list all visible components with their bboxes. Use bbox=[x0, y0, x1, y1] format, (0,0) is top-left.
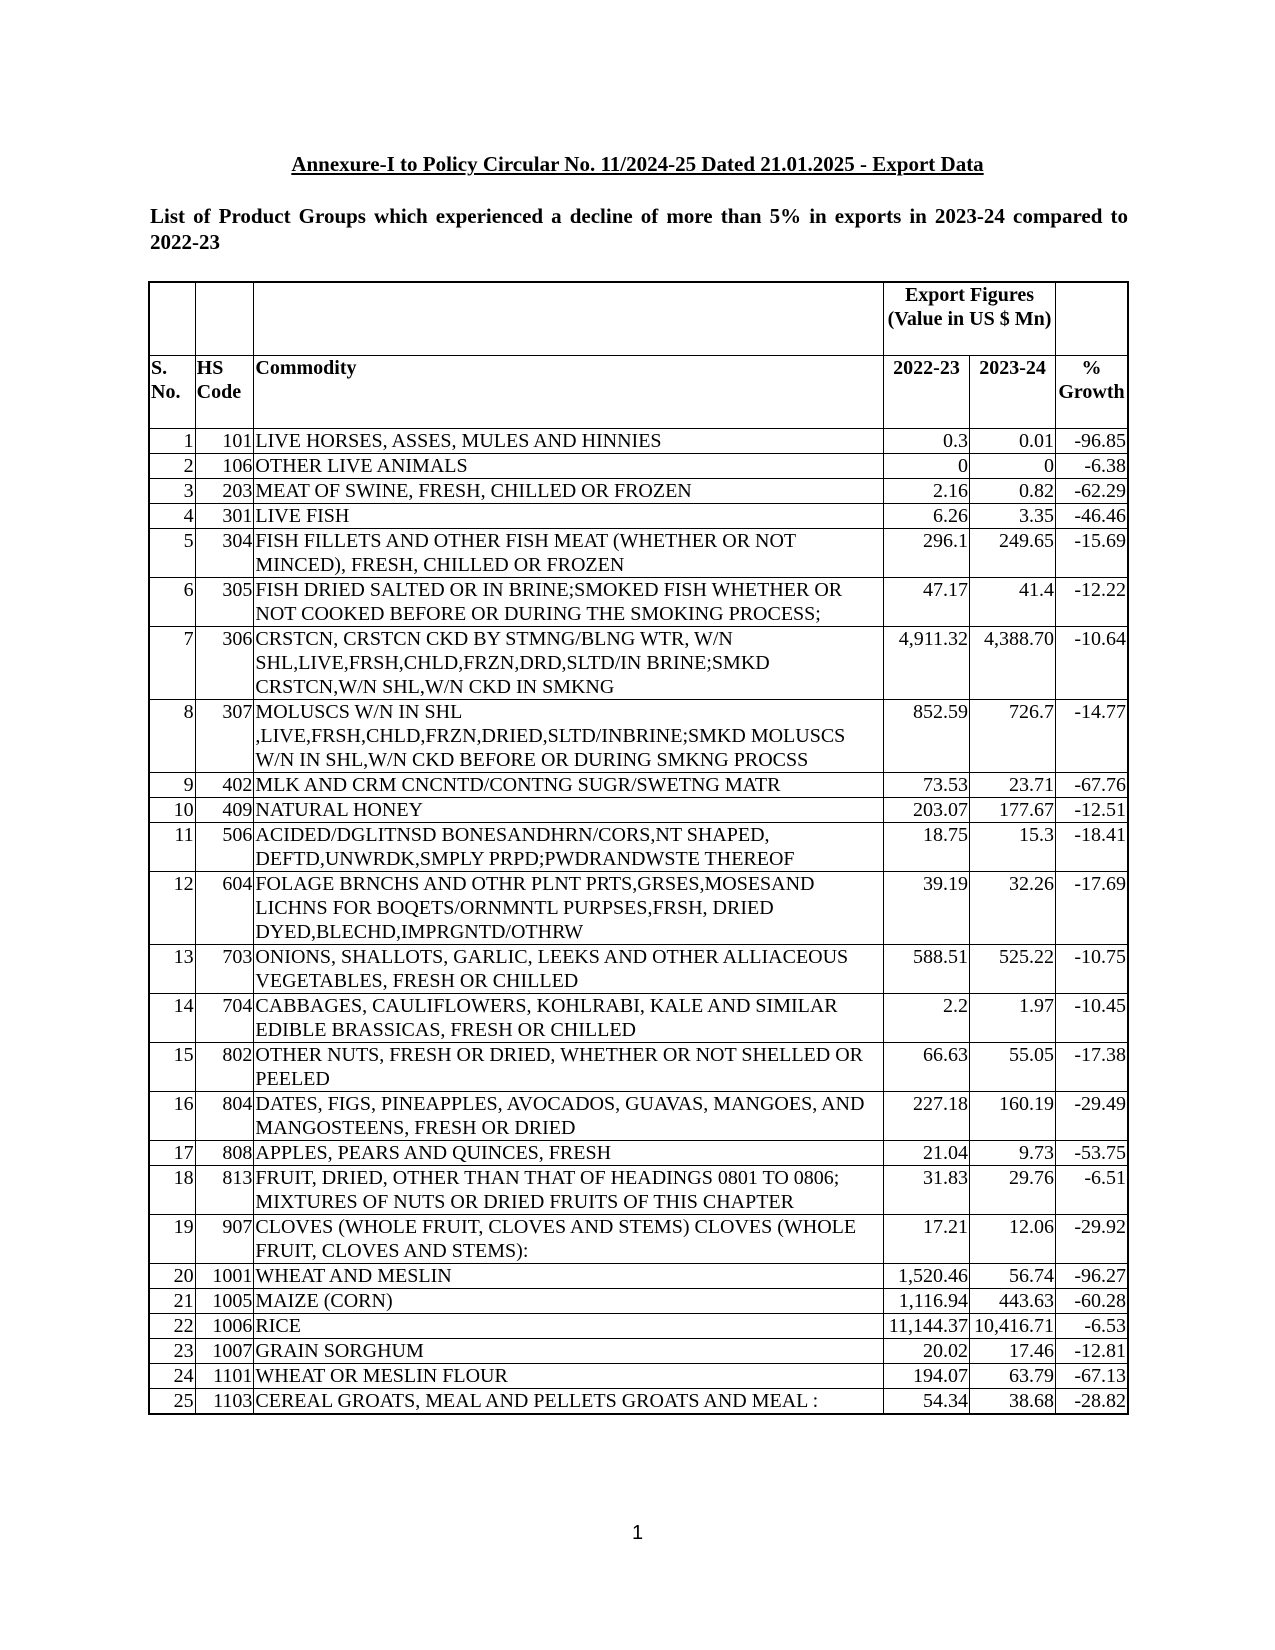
cell-value-2022-23: 54.34 bbox=[883, 1389, 969, 1415]
cell-commodity: FOLAGE BRNCHS AND OTHR PLNT PRTS,GRSES,MOSESAND LICHNS FOR BOQETS/ORNMNTL PURPSES,FRSH, DRIED DYED,BLECHD,IMPRGNTD/OTHRW bbox=[254, 872, 884, 945]
cell-sno: 13 bbox=[149, 945, 195, 994]
cell-growth: -6.38 bbox=[1056, 454, 1128, 479]
cell-value-2022-23: 4,911.32 bbox=[883, 627, 969, 700]
cell-value-2023-24: 0.82 bbox=[970, 479, 1056, 504]
table-row bbox=[149, 1043, 1128, 1092]
table-row bbox=[149, 945, 1128, 994]
cell-value-2023-24: 525.22 bbox=[970, 945, 1056, 994]
cell-value-2022-23: 1,116.94 bbox=[883, 1289, 969, 1314]
cell-value-2022-23: 21.04 bbox=[883, 1141, 969, 1166]
cell-value-2023-24: 56.74 bbox=[970, 1264, 1056, 1289]
cell-commodity: OTHER LIVE ANIMALS bbox=[254, 454, 884, 479]
cell-value-2023-24: 38.68 bbox=[970, 1389, 1056, 1415]
table-row bbox=[149, 798, 1128, 823]
cell-growth: -6.53 bbox=[1056, 1314, 1128, 1339]
cell-value-2023-24: 32.26 bbox=[970, 872, 1056, 945]
cell-commodity: WHEAT AND MESLIN bbox=[254, 1264, 884, 1289]
cell-hs-code: 1007 bbox=[195, 1339, 254, 1364]
cell-value-2023-24: 0.01 bbox=[970, 429, 1056, 454]
cell-growth: -12.51 bbox=[1056, 798, 1128, 823]
table-row bbox=[149, 1264, 1128, 1289]
cell-hs-code: 304 bbox=[195, 529, 254, 578]
document-title bbox=[0, 152, 1275, 177]
cell-sno: 5 bbox=[149, 529, 195, 578]
cell-growth: -67.76 bbox=[1056, 773, 1128, 798]
cell-sno: 17 bbox=[149, 1141, 195, 1166]
cell-value-2022-23: 0.3 bbox=[883, 429, 969, 454]
cell-value-2022-23: 47.17 bbox=[883, 578, 969, 627]
cell-hs-code: 813 bbox=[195, 1166, 254, 1215]
table-body bbox=[149, 429, 1128, 1415]
table-row bbox=[149, 1339, 1128, 1364]
cell-value-2022-23: 39.19 bbox=[883, 872, 969, 945]
cell-commodity: DATES, FIGS, PINEAPPLES, AVOCADOS, GUAVAS, MANGOES, AND MANGOSTEENS, FRESH OR DRIED bbox=[254, 1092, 884, 1141]
document-title-text: Annexure-I to Policy Circular No. 11/2024-25 Dated 21.01.2025 - Export Data bbox=[291, 152, 984, 176]
cell-growth: -15.69 bbox=[1056, 529, 1128, 578]
cell-hs-code: 306 bbox=[195, 627, 254, 700]
cell-sno: 21 bbox=[149, 1289, 195, 1314]
cell-growth: -18.41 bbox=[1056, 823, 1128, 872]
cell-value-2023-24: 23.71 bbox=[970, 773, 1056, 798]
cell-sno: 3 bbox=[149, 479, 195, 504]
cell-hs-code: 1006 bbox=[195, 1314, 254, 1339]
cell-value-2022-23: 11,144.37 bbox=[883, 1314, 969, 1339]
table-row bbox=[149, 1314, 1128, 1339]
cell-hs-code: 409 bbox=[195, 798, 254, 823]
header-hs-code: HS Code bbox=[195, 356, 254, 429]
cell-value-2023-24: 0 bbox=[970, 454, 1056, 479]
cell-sno: 15 bbox=[149, 1043, 195, 1092]
cell-value-2022-23: 18.75 bbox=[883, 823, 969, 872]
cell-value-2023-24: 160.19 bbox=[970, 1092, 1056, 1141]
cell-value-2023-24: 726.7 bbox=[970, 700, 1056, 773]
cell-value-2023-24: 41.4 bbox=[970, 578, 1056, 627]
table-row bbox=[149, 454, 1128, 479]
cell-sno: 8 bbox=[149, 700, 195, 773]
cell-hs-code: 1101 bbox=[195, 1364, 254, 1389]
table-row bbox=[149, 429, 1128, 454]
cell-sno: 20 bbox=[149, 1264, 195, 1289]
page-number: 1 bbox=[631, 1522, 644, 1544]
table-row bbox=[149, 479, 1128, 504]
cell-commodity: LIVE HORSES, ASSES, MULES AND HINNIES bbox=[254, 429, 884, 454]
cell-value-2022-23: 6.26 bbox=[883, 504, 969, 529]
table-row bbox=[149, 773, 1128, 798]
table-row bbox=[149, 1092, 1128, 1141]
cell-sno: 19 bbox=[149, 1215, 195, 1264]
header-empty-cell bbox=[254, 282, 884, 356]
cell-hs-code: 301 bbox=[195, 504, 254, 529]
cell-value-2022-23: 20.02 bbox=[883, 1339, 969, 1364]
cell-hs-code: 804 bbox=[195, 1092, 254, 1141]
cell-commodity: CRSTCN, CRSTCN CKD BY STMNG/BLNG WTR, W/N SHL,LIVE,FRSH,CHLD,FRZN,DRD,SLTD/IN BRINE;SMKD CRSTCN,W/N SHL,W/N CKD IN SMKNG bbox=[254, 627, 884, 700]
cell-hs-code: 703 bbox=[195, 945, 254, 994]
cell-growth: -10.64 bbox=[1056, 627, 1128, 700]
table-row bbox=[149, 823, 1128, 872]
cell-value-2023-24: 10,416.71 bbox=[970, 1314, 1056, 1339]
cell-commodity: MLK AND CRM CNCNTD/CONTNG SUGR/SWETNG MATR bbox=[254, 773, 884, 798]
cell-value-2023-24: 15.3 bbox=[970, 823, 1056, 872]
table-row bbox=[149, 578, 1128, 627]
cell-commodity: CABBAGES, CAULIFLOWERS, KOHLRABI, KALE AND SIMILAR EDIBLE BRASSICAS, FRESH OR CHILLED bbox=[254, 994, 884, 1043]
cell-commodity: LIVE FISH bbox=[254, 504, 884, 529]
cell-growth: -53.75 bbox=[1056, 1141, 1128, 1166]
cell-growth: -12.81 bbox=[1056, 1339, 1128, 1364]
cell-hs-code: 106 bbox=[195, 454, 254, 479]
cell-commodity: ACIDED/DGLITNSD BONESANDHRN/CORS,NT SHAPED, DEFTD,UNWRDK,SMPLY PRPD;PWDRANDWSTE THEREOF bbox=[254, 823, 884, 872]
cell-growth: -46.46 bbox=[1056, 504, 1128, 529]
cell-hs-code: 704 bbox=[195, 994, 254, 1043]
cell-value-2022-23: 588.51 bbox=[883, 945, 969, 994]
cell-commodity: WHEAT OR MESLIN FLOUR bbox=[254, 1364, 884, 1389]
table-row bbox=[149, 872, 1128, 945]
document-subtitle: List of Product Groups which experienced a decline of more than 5% in exports in 2023-24 compared to 2022-23 bbox=[150, 204, 1128, 254]
header-growth: % Growth bbox=[1056, 356, 1128, 429]
cell-value-2023-24: 177.67 bbox=[970, 798, 1056, 823]
cell-hs-code: 808 bbox=[195, 1141, 254, 1166]
cell-value-2022-23: 66.63 bbox=[883, 1043, 969, 1092]
cell-sno: 14 bbox=[149, 994, 195, 1043]
cell-hs-code: 1103 bbox=[195, 1389, 254, 1415]
cell-sno: 12 bbox=[149, 872, 195, 945]
cell-hs-code: 305 bbox=[195, 578, 254, 627]
cell-value-2022-23: 73.53 bbox=[883, 773, 969, 798]
table-row bbox=[149, 1364, 1128, 1389]
cell-value-2023-24: 55.05 bbox=[970, 1043, 1056, 1092]
export-data-table bbox=[148, 281, 1129, 1415]
header-2022-23: 2022-23 bbox=[883, 356, 969, 429]
table-row bbox=[149, 1289, 1128, 1314]
cell-hs-code: 402 bbox=[195, 773, 254, 798]
cell-sno: 23 bbox=[149, 1339, 195, 1364]
table-row bbox=[149, 504, 1128, 529]
cell-commodity: APPLES, PEARS AND QUINCES, FRESH bbox=[254, 1141, 884, 1166]
cell-growth: -62.29 bbox=[1056, 479, 1128, 504]
header-sno: S. No. bbox=[149, 356, 195, 429]
cell-sno: 24 bbox=[149, 1364, 195, 1389]
cell-value-2022-23: 17.21 bbox=[883, 1215, 969, 1264]
cell-commodity: FISH DRIED SALTED OR IN BRINE;SMOKED FISH WHETHER OR NOT COOKED BEFORE OR DURING THE SMOKING PROCESS; bbox=[254, 578, 884, 627]
table-row bbox=[149, 627, 1128, 700]
cell-growth: -6.51 bbox=[1056, 1166, 1128, 1215]
cell-growth: -14.77 bbox=[1056, 700, 1128, 773]
cell-value-2023-24: 29.76 bbox=[970, 1166, 1056, 1215]
cell-commodity: FRUIT, DRIED, OTHER THAN THAT OF HEADINGS 0801 TO 0806; MIXTURES OF NUTS OR DRIED FRUITS OF THIS CHAPTER bbox=[254, 1166, 884, 1215]
cell-commodity: MEAT OF SWINE, FRESH, CHILLED OR FROZEN bbox=[254, 479, 884, 504]
cell-value-2023-24: 3.35 bbox=[970, 504, 1056, 529]
header-empty-cell bbox=[195, 282, 254, 356]
cell-sno: 2 bbox=[149, 454, 195, 479]
cell-sno: 16 bbox=[149, 1092, 195, 1141]
cell-growth: -12.22 bbox=[1056, 578, 1128, 627]
cell-commodity: MAIZE (CORN) bbox=[254, 1289, 884, 1314]
cell-hs-code: 506 bbox=[195, 823, 254, 872]
cell-value-2022-23: 194.07 bbox=[883, 1364, 969, 1389]
cell-growth: -29.49 bbox=[1056, 1092, 1128, 1141]
cell-growth: -10.75 bbox=[1056, 945, 1128, 994]
cell-commodity: ONIONS, SHALLOTS, GARLIC, LEEKS AND OTHER ALLIACEOUS VEGETABLES, FRESH OR CHILLED bbox=[254, 945, 884, 994]
cell-value-2022-23: 203.07 bbox=[883, 798, 969, 823]
cell-commodity: GRAIN SORGHUM bbox=[254, 1339, 884, 1364]
cell-commodity: CLOVES (WHOLE FRUIT, CLOVES AND STEMS) CLOVES (WHOLE FRUIT, CLOVES AND STEMS): bbox=[254, 1215, 884, 1264]
header-2023-24: 2023-24 bbox=[970, 356, 1056, 429]
table-row bbox=[149, 1389, 1128, 1415]
cell-sno: 18 bbox=[149, 1166, 195, 1215]
cell-sno: 9 bbox=[149, 773, 195, 798]
cell-value-2023-24: 1.97 bbox=[970, 994, 1056, 1043]
cell-growth: -96.85 bbox=[1056, 429, 1128, 454]
cell-hs-code: 604 bbox=[195, 872, 254, 945]
table-row bbox=[149, 529, 1128, 578]
cell-sno: 22 bbox=[149, 1314, 195, 1339]
cell-value-2022-23: 0 bbox=[883, 454, 969, 479]
cell-value-2023-24: 9.73 bbox=[970, 1141, 1056, 1166]
cell-hs-code: 307 bbox=[195, 700, 254, 773]
cell-hs-code: 101 bbox=[195, 429, 254, 454]
cell-sno: 6 bbox=[149, 578, 195, 627]
header-empty-cell bbox=[149, 282, 195, 356]
cell-growth: -29.92 bbox=[1056, 1215, 1128, 1264]
cell-value-2023-24: 17.46 bbox=[970, 1339, 1056, 1364]
cell-commodity: OTHER NUTS, FRESH OR DRIED, WHETHER OR NOT SHELLED OR PEELED bbox=[254, 1043, 884, 1092]
table-row bbox=[149, 700, 1128, 773]
cell-value-2023-24: 4,388.70 bbox=[970, 627, 1056, 700]
table-header-group-row bbox=[149, 282, 1128, 356]
cell-sno: 4 bbox=[149, 504, 195, 529]
cell-sno: 1 bbox=[149, 429, 195, 454]
cell-commodity: NATURAL HONEY bbox=[254, 798, 884, 823]
header-empty-cell bbox=[1056, 282, 1128, 356]
cell-hs-code: 1001 bbox=[195, 1264, 254, 1289]
cell-value-2022-23: 296.1 bbox=[883, 529, 969, 578]
cell-value-2022-23: 2.16 bbox=[883, 479, 969, 504]
table-row bbox=[149, 1166, 1128, 1215]
cell-sno: 10 bbox=[149, 798, 195, 823]
cell-value-2022-23: 31.83 bbox=[883, 1166, 969, 1215]
table-row bbox=[149, 1215, 1128, 1264]
header-commodity: Commodity bbox=[254, 356, 884, 429]
cell-hs-code: 203 bbox=[195, 479, 254, 504]
cell-hs-code: 907 bbox=[195, 1215, 254, 1264]
header-export-figures: Export Figures (Value in US $ Mn) bbox=[883, 282, 1055, 356]
cell-sno: 7 bbox=[149, 627, 195, 700]
cell-commodity: FISH FILLETS AND OTHER FISH MEAT (WHETHER OR NOT MINCED), FRESH, CHILLED OR FROZEN bbox=[254, 529, 884, 578]
cell-value-2022-23: 2.2 bbox=[883, 994, 969, 1043]
table-header-row bbox=[149, 356, 1128, 429]
cell-hs-code: 1005 bbox=[195, 1289, 254, 1314]
cell-value-2023-24: 63.79 bbox=[970, 1364, 1056, 1389]
cell-hs-code: 802 bbox=[195, 1043, 254, 1092]
cell-sno: 11 bbox=[149, 823, 195, 872]
cell-value-2023-24: 443.63 bbox=[970, 1289, 1056, 1314]
cell-growth: -17.38 bbox=[1056, 1043, 1128, 1092]
cell-commodity: CEREAL GROATS, MEAL AND PELLETS GROATS AND MEAL : bbox=[254, 1389, 884, 1415]
cell-value-2022-23: 227.18 bbox=[883, 1092, 969, 1141]
cell-value-2022-23: 852.59 bbox=[883, 700, 969, 773]
table-row bbox=[149, 994, 1128, 1043]
cell-value-2023-24: 249.65 bbox=[970, 529, 1056, 578]
cell-growth: -17.69 bbox=[1056, 872, 1128, 945]
cell-value-2022-23: 1,520.46 bbox=[883, 1264, 969, 1289]
cell-growth: -96.27 bbox=[1056, 1264, 1128, 1289]
cell-growth: -10.45 bbox=[1056, 994, 1128, 1043]
table-row bbox=[149, 1141, 1128, 1166]
cell-growth: -67.13 bbox=[1056, 1364, 1128, 1389]
cell-value-2023-24: 12.06 bbox=[970, 1215, 1056, 1264]
cell-growth: -28.82 bbox=[1056, 1389, 1128, 1415]
cell-commodity: RICE bbox=[254, 1314, 884, 1339]
cell-commodity: MOLUSCS W/N IN SHL ,LIVE,FRSH,CHLD,FRZN,DRIED,SLTD/INBRINE;SMKD MOLUSCS W/N IN SHL,W/N CKD BEFORE OR DURING SMKNG PROCSS bbox=[254, 700, 884, 773]
cell-sno: 25 bbox=[149, 1389, 195, 1415]
cell-growth: -60.28 bbox=[1056, 1289, 1128, 1314]
